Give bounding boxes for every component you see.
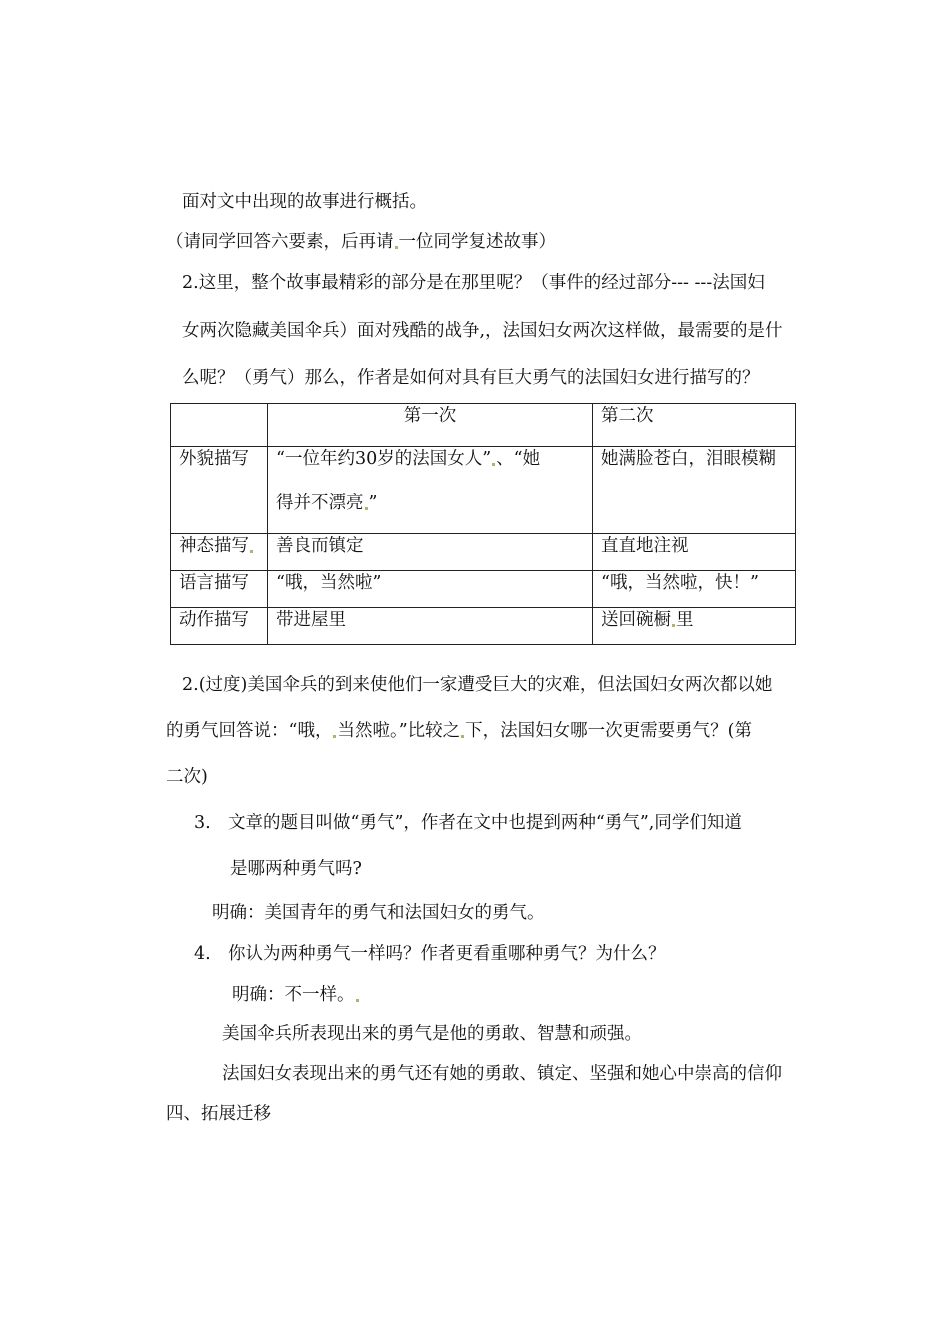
table-row [171,534,796,571]
answer-3: 明确：美国青年的勇气和法国妇女的勇气。 [212,903,545,923]
paragraph-transition-line-3: 二次) [166,767,208,787]
question-4-line-1: 你认为两种勇气一样吗？作者更看重哪种勇气？为什么？ [228,944,666,964]
section-heading-extension: 四、拓展迁移 [166,1104,271,1124]
mark-dot [356,999,359,1002]
cell-first-appearance-l1: “一位年约30岁的法国女人” [276,449,492,469]
cell-second-speech: “哦，当然啦，快！” [593,571,796,608]
cell-first-expression: 善良而镇定 [268,534,593,571]
cell-second-expression: 直直地注视 [593,534,796,571]
table-header-row [171,404,796,447]
table-header-second: 第二次 [593,404,796,447]
instruction-part-1: （请同学回答六要素，后再请 [166,232,394,252]
table-row [171,608,796,645]
paragraph-instruction [166,230,556,254]
cell-first-appearance-l2: 得并不漂亮 ” [276,493,378,513]
paragraph-woman-courage: 法国妇女表现出来的勇气还有她的勇敢、镇定、坚强和她心中崇高的信仰 [222,1064,782,1084]
cell-first-speech: “哦，当然啦” [268,571,593,608]
cell-first-action: 带进屋里 [268,608,593,645]
instruction-part-2: 一位同学复述故事） [398,232,556,252]
mark-dot [395,246,398,249]
cell-second-action: 送回碗橱 里 [593,608,796,645]
row-label-appearance: 外貌描写 [171,447,268,534]
cell-second-appearance: 她满脸苍白，泪眼模糊 [593,447,796,534]
question-2-line-1: 2.这里，整个故事最精彩的部分是在那里呢？（事件的经过部分--- ---法国妇 [182,273,765,293]
row-label-speech: 语言描写 [171,571,268,608]
question-2-line-3: 么呢？（勇气）那么，作者是如何对具有巨大勇气的法国妇女进行描写的？ [182,368,760,388]
paragraph-transition-line-2: 的勇气回答说：“哦， 当然啦。”比较之 下，法国妇女哪一次更需要勇气？(第 [166,721,752,741]
mark-dot [333,735,336,738]
table-header-first: 第一次 [268,404,593,447]
answer-4: 明确：不一样。 [232,983,360,1007]
question-4-number: 4. [194,944,211,964]
question-3-line-1: 文章的题目叫做“勇气”，作者在文中也提到两种“勇气”,同学们知道 [228,813,742,833]
row-label-action: 动作描写 [171,608,268,645]
table-row [171,447,796,534]
cell-first-appearance-sep: 、“她 [496,449,541,469]
mark-dot [672,624,675,627]
table-header-blank [171,404,268,447]
mark-dot [250,550,253,553]
question-3-line-2: 是哪两种勇气吗? [230,859,362,879]
row-label-expression: 神态描写 [171,534,268,571]
mark-dot [492,463,495,466]
paragraph-transition-line-1: 2.(过度)美国伞兵的到来使他们一家遭受巨大的灾难，但法国妇女两次都以她 [182,675,773,695]
mark-dot [365,507,368,510]
description-table [170,403,796,645]
paragraph-paratrooper-courage: 美国伞兵所表现出来的勇气是他的勇敢、智慧和顽强。 [222,1024,642,1044]
question-3-number: 3. [194,813,211,833]
question-2-line-2: 女两次隐藏美国伞兵）面对残酷的战争,，法国妇女两次这样做，最需要的是什 [182,321,783,341]
paragraph-summary: 面对文中出现的故事进行概括。 [182,192,427,212]
table-row [171,571,796,608]
mark-dot [461,735,464,738]
cell-first-appearance [268,447,593,534]
